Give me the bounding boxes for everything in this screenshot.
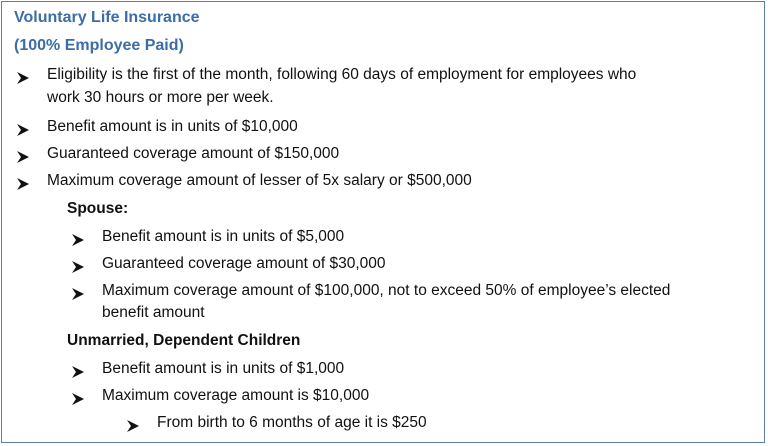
children-heading: Unmarried, Dependent Children (67, 332, 301, 349)
arrow-bullet-icon (16, 177, 30, 191)
arrow-bullet-icon (71, 233, 85, 247)
benefits-box (1, 1, 765, 443)
list-item-text: Benefit amount is in units of $1,000 (102, 360, 345, 377)
arrow-bullet-icon (16, 150, 30, 164)
sub-list-item-text: From birth to 6 months of age it is $250 (157, 414, 427, 431)
arrow-bullet-icon (126, 419, 140, 433)
arrow-bullet-icon (71, 365, 85, 379)
list-item-text: Maximum coverage amount is $10,000 (102, 387, 370, 404)
list-item-text-cont: benefit amount (102, 304, 205, 321)
list-item-text: Guaranteed coverage amount of $150,000 (47, 145, 340, 162)
list-item-text: Maximum coverage amount of lesser of 5x salary or $500,000 (47, 172, 472, 189)
arrow-bullet-icon (71, 260, 85, 274)
list-item-text: Guaranteed coverage amount of $30,000 (102, 255, 386, 272)
arrow-bullet-icon (71, 287, 85, 301)
list-item-text: Eligibility is the first of the month, following 60 days of employment for employees who (47, 66, 637, 83)
list-item-text-cont: work 30 hours or more per week. (47, 89, 274, 106)
title-line-2: (100% Employee Paid) (14, 37, 184, 54)
arrow-bullet-icon (16, 71, 30, 85)
spouse-heading: Spouse: (67, 200, 129, 217)
title-line-1: Voluntary Life Insurance (14, 9, 200, 26)
list-item-text: Maximum coverage amount of $100,000, not to exceed 50% of employee’s elected (102, 282, 671, 299)
list-item-text: Benefit amount is in units of $5,000 (102, 228, 345, 245)
list-item-text: Benefit amount is in units of $10,000 (47, 118, 298, 135)
arrow-bullet-icon (16, 123, 30, 137)
arrow-bullet-icon (71, 392, 85, 406)
